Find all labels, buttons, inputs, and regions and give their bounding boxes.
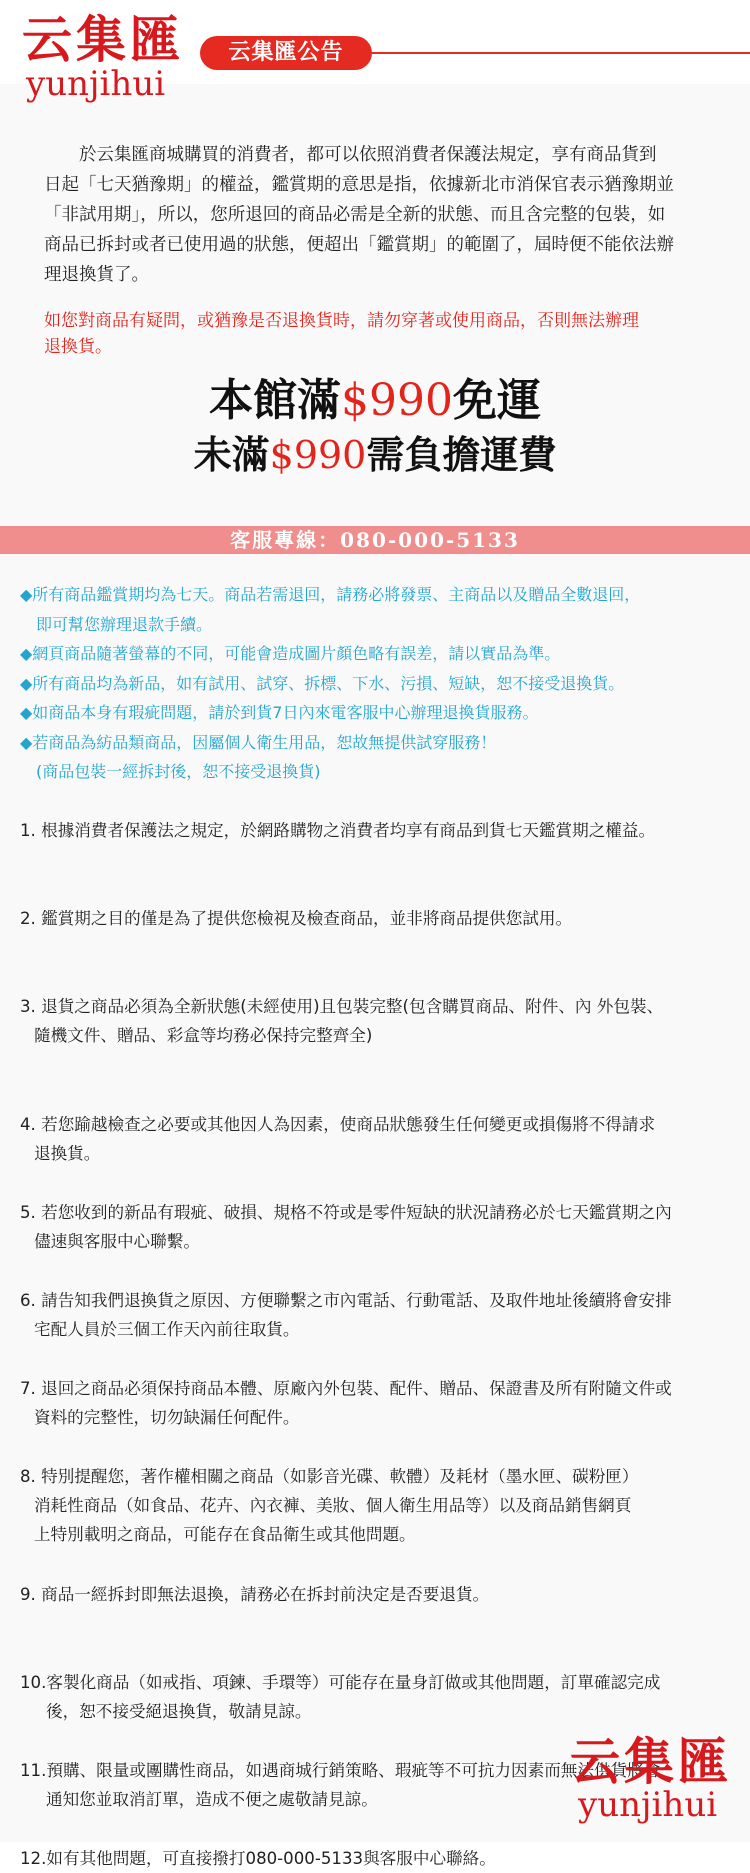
rule-line: 11.預購、限量或團購性商品，如遇商城行銷策略、瑕疵等不可抗力因素而無法供貨將會 — [20, 1761, 661, 1780]
rule-line: 資料的完整性，切勿缺漏任何配件。 — [34, 1408, 300, 1427]
intro-line: 理退換貨了。 — [44, 265, 149, 285]
rule-line: 隨機文件、贈品、彩盒等均務必保持完整齊全) — [34, 1026, 373, 1045]
rule-line: 5. 若您收到的新品有瑕疵、破損、規格不符或是零件短缺的狀況請務必於七天鑑賞期之內 — [20, 1203, 672, 1222]
brand-logo-chinese: 云集匯 — [22, 10, 184, 69]
free-shipping-threshold: $990 — [341, 375, 453, 426]
rule-line: 6. 請告知我們退換貨之原因、方便聯繫之市內電話、行動電話、及取件地址後續將會安排 — [20, 1291, 672, 1310]
rule-line: 9. 商品一經拆封即無法退換，請務必在拆封前決定是否要退貨。 — [20, 1585, 490, 1604]
rule-line: 7. 退回之商品必須保持商品本體、原廠內外包裝、配件、贈品、保證書及所有附隨文件或 — [20, 1379, 672, 1398]
rule-line: 後，恕不接受絕退換貨，敬請見諒。 — [46, 1702, 312, 1721]
rule-item — [20, 1462, 732, 1549]
rule-line: 上特別載明之商品，可能存在食品衛生或其他問題。 — [34, 1525, 416, 1544]
rule-line: 2. 鑑賞期之目的僅是為了提供您檢視及檢查商品，並非將商品提供您試用。 — [20, 909, 573, 928]
warning-line: 如您對商品有疑問，或猶豫是否退換貨時，請勿穿著或使用商品，否則無法辦理 — [44, 311, 639, 331]
rule-line: 宅配人員於三個工作天內前往取貨。 — [34, 1320, 300, 1339]
note-item: ◆若商品為紡品類商品，因屬個人衛生用品，恕故無提供試穿服務！ — [20, 732, 497, 752]
free-shipping-prefix: 本館滿 — [209, 375, 341, 426]
note-item: ◆所有商品均為新品，如有試用、試穿、拆標、下水、污損、短缺，恕不接受退換貨。 — [20, 673, 625, 693]
note-item: ◆網頁商品隨著螢幕的不同，可能會造成圖片顏色略有誤差，請以實品為準。 — [20, 644, 561, 663]
customer-service-hotline: 客服專線：080-000-5133 — [0, 526, 750, 554]
rule-line: 退換貨。 — [34, 1144, 101, 1163]
note-item: ◆如商品本身有瑕疵問題，請於到貨7日內來電客服中心辦理退換貨服務。 — [20, 703, 539, 722]
warning-line: 退換貨。 — [44, 337, 112, 357]
footer-logo-chinese: 云集匯 — [570, 1732, 732, 1791]
rule-item — [20, 816, 732, 845]
rule-item — [20, 1844, 732, 1873]
shipping-fee-threshold: $990 — [269, 433, 367, 477]
intro-line: 商品已拆封或者已使用過的狀態，便超出「鑑賞期」的範圍了，屆時便不能依法辦 — [44, 235, 674, 255]
rule-item — [20, 992, 732, 1050]
intro-line: 於云集匯商城購買的消費者，都可以依照消費者保護法規定，享有商品貨到 — [79, 145, 657, 165]
rule-item — [20, 904, 732, 933]
shipping-fee-banner — [0, 430, 750, 480]
note-item: (商品包裝一經拆封後，恕不接受退換貨) — [20, 762, 321, 781]
rule-line: 通知您並取消訂單，造成不便之處敬請見諒。 — [46, 1790, 378, 1809]
policy-notes — [20, 580, 740, 787]
rule-item — [20, 1580, 732, 1609]
brand-logo — [22, 10, 184, 102]
footer-brand-logo — [570, 1733, 732, 1823]
rule-line: 4. 若您踰越檢查之必要或其他因人為因素，使商品狀態發生任何變更或損傷將不得請求 — [20, 1115, 656, 1134]
rule-line: 儘速與客服中心聯繫。 — [34, 1232, 200, 1251]
intro-line: 「非試用期」，所以，您所退回的商品必需是全新的狀態、而且含完整的包裝，如 — [44, 205, 666, 225]
rule-item — [20, 1286, 732, 1344]
rule-line: 8. 特別提醒您，著作權相關之商品（如影音光碟、軟體）及耗材（墨水匣、碳粉匣） — [20, 1467, 639, 1486]
free-shipping-suffix: 免運 — [452, 375, 541, 426]
warning-text — [44, 308, 714, 360]
rule-line: 12.如有其他問題，可直接撥打080-000-5133與客服中心聯絡。 — [20, 1849, 496, 1868]
intro-paragraph — [44, 140, 704, 290]
rule-item — [20, 1668, 732, 1726]
header-divider — [372, 52, 750, 54]
rule-item — [20, 1110, 732, 1168]
notice-tab: 云集匯公告 — [200, 36, 372, 70]
free-shipping-banner — [0, 374, 750, 428]
rule-item — [20, 1374, 732, 1432]
rule-line: 1. 根據消費者保護法之規定，於網路購物之消費者均享有商品到貨七天鑑賞期之權益。 — [20, 821, 656, 840]
rule-line: 3. 退貨之商品必須為全新狀態(未經使用)且包裝完整(包含購買商品、附件、內 外包裝、 — [20, 997, 664, 1016]
shipping-fee-suffix: 需負擔運費 — [366, 432, 557, 477]
intro-line: 日起「七天猶豫期」的權益，鑑賞期的意思是指，依據新北市消保官表示猶豫期並 — [44, 175, 674, 195]
note-item: 即可幫您辦理退款手續。 — [20, 614, 213, 634]
rule-item — [20, 1198, 732, 1256]
brand-logo-english: yunjihui — [26, 64, 166, 104]
rule-line: 消耗性商品（如食品、花卉、內衣褲、美妝、個人衛生用品等）以及商品銷售網頁 — [34, 1496, 632, 1515]
footer-logo-english: yunjihui — [578, 1785, 718, 1825]
shipping-fee-prefix: 未滿 — [193, 432, 270, 477]
rule-line: 10.客製化商品（如戒指、項鍊、手環等）可能存在量身訂做或其他問題，訂單確認完成 — [20, 1673, 661, 1692]
note-item: ◆所有商品鑑賞期均為七天。商品若需退回，請務必將發票、主商品以及贈品全數退回， — [20, 585, 641, 604]
